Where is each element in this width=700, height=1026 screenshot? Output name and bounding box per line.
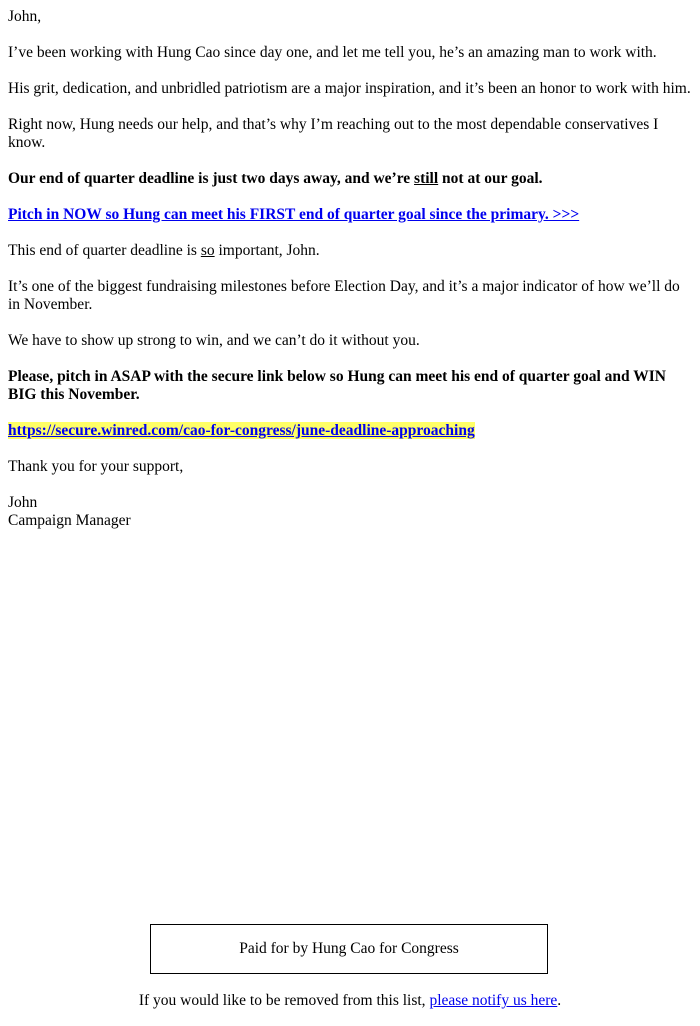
greeting: John,	[8, 8, 42, 25]
secure-link-paragraph	[8, 422, 692, 440]
cta-paragraph	[8, 206, 692, 224]
important-text-before: This end of quarter deadline is	[8, 242, 201, 259]
unsubscribe-text: If you would like to be removed from this list,	[138, 992, 430, 1009]
important-text-after: important, John.	[214, 242, 320, 259]
pitch-in-link[interactable]: Pitch in NOW so Hung can meet his FIRST end of quarter goal since the primary. >>>	[8, 206, 580, 223]
paragraph-please: Please, pitch in ASAP with the secure link below so Hung can meet his end of quarter goal and WIN BIG this November.	[8, 368, 666, 403]
email-body	[8, 8, 692, 530]
deadline-emphasis: still	[414, 170, 439, 187]
paragraph-help: Right now, Hung needs our help, and that’s why I’m reaching out to the most dependable conservatives I know.	[8, 116, 659, 151]
deadline-text-before: Our end of quarter deadline is just two days away, and we’re	[8, 170, 415, 187]
thanks-line: Thank you for your support,	[8, 458, 184, 475]
signature-name: John	[8, 494, 38, 511]
paid-for-text: Paid for by Hung Cao for Congress	[239, 940, 459, 957]
deadline-paragraph	[8, 170, 692, 188]
signature-title: Campaign Manager	[8, 512, 131, 529]
unsubscribe-link[interactable]: please notify us here	[429, 992, 558, 1009]
paragraph-milestone: It’s one of the biggest fundraising milestones before Election Day, and it’s a major indicator of how we’ll do in November.	[8, 278, 680, 313]
unsubscribe-end: .	[557, 992, 562, 1009]
important-paragraph	[8, 242, 692, 260]
paragraph-grit: His grit, dedication, and unbridled patriotism are a major inspiration, and it’s been an honor to work with him.	[8, 80, 691, 97]
secure-donation-link[interactable]: https://secure.winred.com/cao-for-congress/june-deadline-approaching	[8, 422, 475, 439]
paid-for-box	[150, 924, 548, 974]
paragraph-intro: I’ve been working with Hung Cao since day one, and let me tell you, he’s an amazing man to work with.	[8, 44, 657, 61]
deadline-text-after: not at our goal.	[438, 170, 543, 187]
paragraph-show-up: We have to show up strong to win, and we can’t do it without you.	[8, 332, 420, 349]
unsubscribe-line	[0, 992, 700, 1010]
important-emphasis: so	[200, 242, 215, 259]
